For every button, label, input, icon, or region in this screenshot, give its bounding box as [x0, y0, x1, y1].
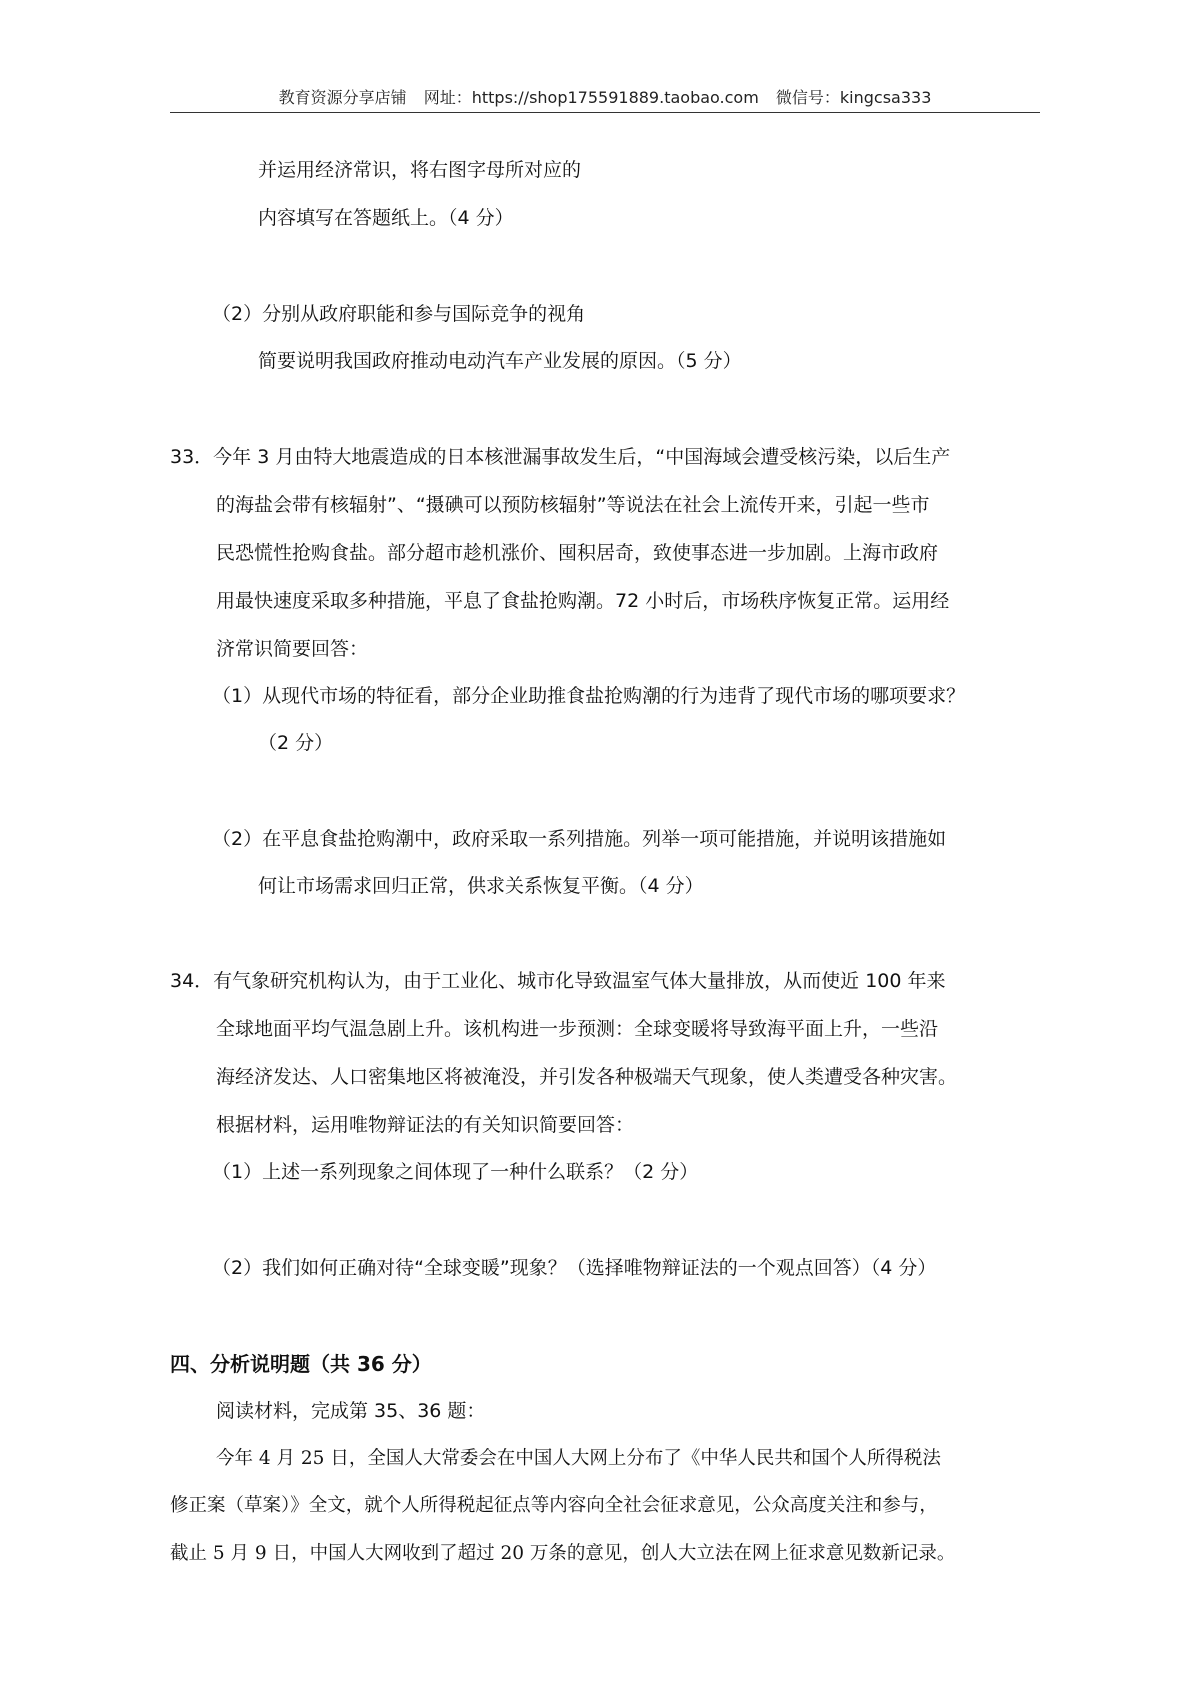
q34-line2: 全球地面平均气温急剧上升。该机构进一步预测：全球变暖将导致海平面上升，一些沿 — [216, 1018, 939, 1040]
q34-line1: 34．有气象研究机构认为，由于工业化、城市化导致温室气体大量排放，从而使近 100 年来 — [170, 970, 946, 992]
header-shop: 教育资源分享店铺 — [278, 88, 407, 107]
q32-part2-line1: （2）分别从政府职能和参与国际竞争的视角 — [212, 303, 586, 325]
q33-line4: 用最快速度采取多种措施，平息了食盐抢购潮。72 小时后，市场秩序恢复正常。运用经 — [216, 590, 950, 612]
section4-para-line2: 修正案（草案）》全文，就个人所得税起征点等内容向全社会征求意见，公众高度关注和参与， — [170, 1495, 938, 1516]
q32-part2-line2: 简要说明我国政府推动电动汽车产业发展的原因。（5 分） — [258, 350, 742, 372]
q34-line3: 海经济发达、人口密集地区将被淹没，并引发各种极端天气现象，使人类遭受各种灾害。 — [216, 1066, 958, 1088]
q33-line2: 的海盐会带有核辐射”、“摄碘可以预防核辐射”等说法在社会上流传开来，引起一些市 — [216, 494, 930, 516]
section4-para-line1: 今年 4 月 25 日，全国人大常委会在中国人大网上分布了《中华人民共和国个人所得税法 — [216, 1448, 941, 1469]
q33-line1: 33．今年 3 月由特大地震造成的日本核泄漏事故发生后，“中国海域会遭受核污染，以后生产 — [170, 446, 951, 468]
header-url: 网址：https://shop175591889.taobao.com — [423, 88, 759, 107]
q33-part2-line2: 何让市场需求回归正常，供求关系恢复平衡。（4 分） — [258, 875, 704, 897]
q33-line5: 济常识简要回答： — [216, 638, 369, 660]
q34-line4: 根据材料，运用唯物辩证法的有关知识简要回答： — [216, 1114, 635, 1136]
section4-para-line3: 截止 5 月 9 日，中国人大网收到了超过 20 万条的意见，创人大立法在网上征求意见数新记录。 — [170, 1543, 956, 1564]
section4-title: 四、分析说明题（共 36 分） — [170, 1352, 432, 1376]
q33-part2-line1: （2）在平息食盐抢购潮中，政府采取一系列措施。列举一项可能措施，并说明该措施如 — [212, 828, 947, 850]
q33-part1-line2: （2 分） — [258, 732, 334, 754]
q33-part1-line1: （1）从现代市场的特征看，部分企业助推食盐抢购潮的行为违背了现代市场的哪项要求？ — [212, 685, 966, 707]
section4-intro: 阅读材料，完成第 35、36 题： — [216, 1400, 486, 1422]
q33-line3: 民恐慌性抢购食盐。部分超市趁机涨价、囤积居奇，致使事态进一步加剧。上海市政府 — [216, 542, 939, 564]
q32-cont-line2: 内容填写在答题纸上。（4 分） — [258, 207, 514, 229]
header-rule — [170, 112, 1040, 113]
q32-cont-line1: 并运用经济常识，将右图字母所对应的 — [258, 159, 582, 181]
page-header — [170, 88, 1040, 109]
q34-part2: （2）我们如何正确对待“全球变暖”现象？（选择唯物辩证法的一个观点回答）（4 分） — [212, 1257, 937, 1279]
header-wechat: 微信号：kingcsa333 — [775, 88, 932, 107]
q34-part1: （1）上述一系列现象之间体现了一种什么联系？（2 分） — [212, 1161, 699, 1183]
